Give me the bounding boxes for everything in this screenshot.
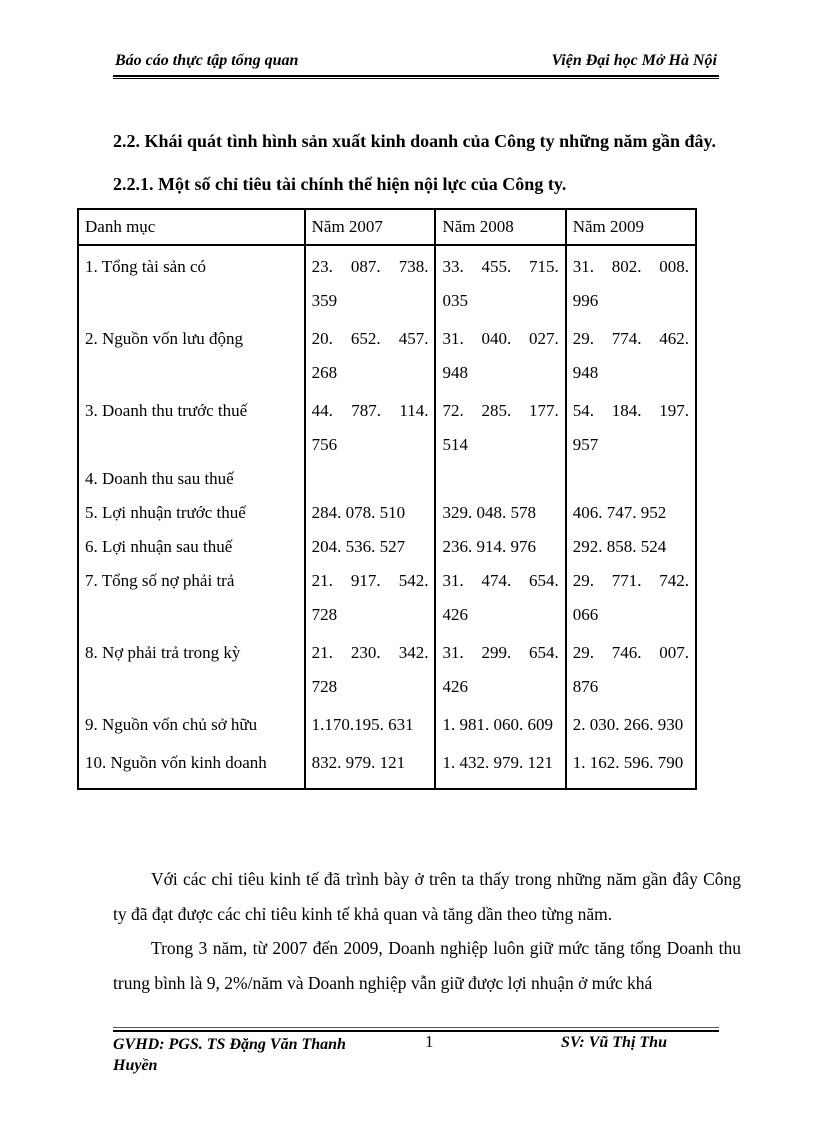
- row-label: 1. Tổng tài sản có: [78, 245, 305, 318]
- cell-2009: 54. 184. 197. 957: [566, 390, 696, 462]
- footer-supervisor: GVHD: PGS. TS Đặng Văn Thanh Huyền: [113, 1036, 346, 1074]
- cell-2008: 33. 455. 715. 035: [435, 245, 565, 318]
- column-header-category: Danh mục: [78, 209, 305, 245]
- cell-2009: 29. 771. 742. 066: [566, 564, 696, 632]
- cell-2009: [566, 462, 696, 496]
- row-label: 9. Nguồn vốn chủ sở hữu: [78, 704, 305, 742]
- footer-student: SV: Vũ Thị Thu: [561, 1034, 667, 1051]
- page-number: 1: [425, 1032, 434, 1051]
- cell-2009: 29. 746. 007. 876: [566, 632, 696, 704]
- cell-2007: 21. 917. 542. 728: [305, 564, 436, 632]
- table-row: [78, 390, 696, 462]
- cell-2007: 284. 078. 510: [305, 496, 436, 530]
- row-label: 10. Nguồn vốn kinh doanh: [78, 742, 305, 789]
- cell-2009: 292. 858. 524: [566, 530, 696, 564]
- cell-2009: 31. 802. 008. 996: [566, 245, 696, 318]
- row-label: 4. Doanh thu sau thuế: [78, 462, 305, 496]
- column-header-2009: Năm 2009: [566, 209, 696, 245]
- cell-2009: 406. 747. 952: [566, 496, 696, 530]
- cell-2007: 44. 787. 114. 756: [305, 390, 436, 462]
- table-row: [78, 530, 696, 564]
- cell-2007: 1.170.195. 631: [305, 704, 436, 742]
- table-row: [78, 462, 696, 496]
- header-divider: [113, 75, 719, 79]
- cell-2008: 31. 299. 654. 426: [435, 632, 565, 704]
- table-row: [78, 704, 696, 742]
- cell-2008: 329. 048. 578: [435, 496, 565, 530]
- table-row: [78, 318, 696, 390]
- row-label: 3. Doanh thu trước thuế: [78, 390, 305, 462]
- cell-2007: 204. 536. 527: [305, 530, 436, 564]
- column-header-2007: Năm 2007: [305, 209, 436, 245]
- cell-2008: 236. 914. 976: [435, 530, 565, 564]
- table-row: [78, 564, 696, 632]
- cell-2009: 29. 774. 462. 948: [566, 318, 696, 390]
- body-paragraph-2: Trong 3 năm, từ 2007 đến 2009, Doanh nghiệp luôn giữ mức tăng tổng Doanh thu trung bình là 9, 2%/năm và Doanh nghiệp vẫn giữ được lợi nhuận ở mức khá: [113, 938, 741, 993]
- cell-2007: 20. 652. 457. 268: [305, 318, 436, 390]
- cell-2008: 72. 285. 177. 514: [435, 390, 565, 462]
- subsection-heading: 2.2.1. Một số chỉ tiêu tài chính thể hiện nội lực của Công ty.: [113, 174, 567, 194]
- cell-2008: 1. 432. 979. 121: [435, 742, 565, 789]
- header-institution: Viện Đại học Mở Hà Nội: [551, 52, 717, 69]
- table-row: [78, 742, 696, 789]
- row-label: 5. Lợi nhuận trước thuế: [78, 496, 305, 530]
- cell-2007: 23. 087. 738. 359: [305, 245, 436, 318]
- row-label: 2. Nguồn vốn lưu động: [78, 318, 305, 390]
- cell-2007: 21. 230. 342. 728: [305, 632, 436, 704]
- cell-2007: 832. 979. 121: [305, 742, 436, 789]
- cell-2009: 2. 030. 266. 930: [566, 704, 696, 742]
- table-row: [78, 496, 696, 530]
- cell-2008: 31. 474. 654. 426: [435, 564, 565, 632]
- row-label: 7. Tổng số nợ phải trả: [78, 564, 305, 632]
- table-header-row: [78, 209, 696, 245]
- body-paragraph-1: Với các chỉ tiêu kinh tế đã trình bày ở trên ta thấy trong những năm gần đây Công ty đã đạt được các chỉ tiêu kinh tế khả quan và tăng dần theo từng năm.: [113, 869, 741, 924]
- cell-2009: 1. 162. 596. 790: [566, 742, 696, 789]
- page-footer: [113, 1034, 719, 1074]
- footer-divider: [113, 1027, 719, 1032]
- section-heading: 2.2. Khái quát tình hình sản xuất kinh doanh của Công ty những năm gần đây.: [113, 131, 717, 151]
- cell-2007: [305, 462, 436, 496]
- financial-indicators-table: [77, 208, 697, 790]
- row-label: 6. Lợi nhuận sau thuế: [78, 530, 305, 564]
- cell-2008: [435, 462, 565, 496]
- table-row: [78, 245, 696, 318]
- header-report-title: Báo cáo thực tập tổng quan: [115, 52, 299, 69]
- row-label: 8. Nợ phải trả trong kỳ: [78, 632, 305, 704]
- column-header-2008: Năm 2008: [435, 209, 565, 245]
- page-header: [113, 52, 719, 76]
- cell-2008: 31. 040. 027. 948: [435, 318, 565, 390]
- table-row: [78, 632, 696, 704]
- cell-2008: 1. 981. 060. 609: [435, 704, 565, 742]
